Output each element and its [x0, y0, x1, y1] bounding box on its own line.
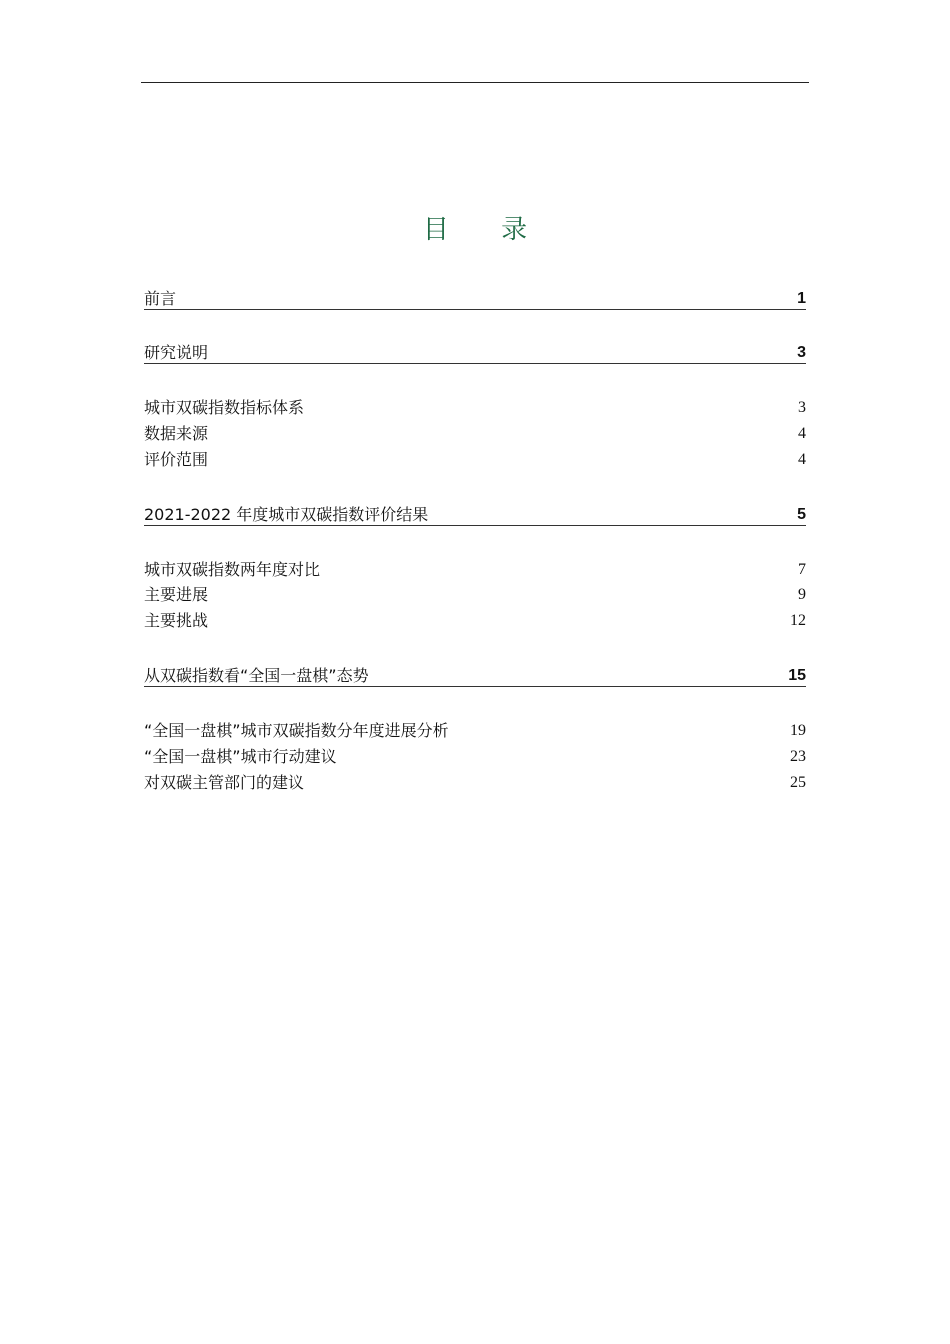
- toc-entry-label: “全国一盘棋”城市行动建议: [144, 747, 337, 766]
- header-rule: [141, 82, 809, 83]
- toc-entry-label: 数据来源: [144, 424, 209, 443]
- toc-entry-page: 7: [798, 561, 806, 578]
- toc-entry-label: 主要进展: [144, 585, 209, 604]
- toc-entry-scope[interactable]: [144, 449, 806, 471]
- toc-entry-year-comparison[interactable]: [144, 559, 806, 581]
- toc-entry-page: 12: [790, 612, 806, 629]
- toc-entry-label: 研究说明: [144, 343, 209, 362]
- toc-entry-label: 城市双碳指数指标体系: [144, 398, 305, 417]
- toc-entry-label: 从双碳指数看“全国一盘棋”态势: [144, 666, 369, 685]
- toc-entry-preface[interactable]: [144, 288, 806, 310]
- toc-entry-national-situation[interactable]: [144, 665, 806, 687]
- toc-entry-label: 主要挑战: [144, 611, 209, 630]
- toc-entry-page: 19: [790, 722, 806, 739]
- toc-entry-results[interactable]: [144, 504, 806, 526]
- toc-entry-city-actions[interactable]: [144, 746, 806, 768]
- toc-entry-page: 23: [790, 748, 806, 765]
- toc-entry-page: 4: [798, 451, 806, 468]
- toc-entry-page: 5: [797, 506, 806, 523]
- toc-entry-page: 4: [798, 425, 806, 442]
- toc-entry-recommendations[interactable]: [144, 772, 806, 794]
- toc-entry-label: 对双碳主管部门的建议: [144, 773, 305, 792]
- toc-entry-progress[interactable]: [144, 584, 806, 606]
- toc-entry-annual-analysis[interactable]: [144, 720, 806, 742]
- toc-entry-label: “全国一盘棋”城市双碳指数分年度进展分析: [144, 721, 449, 740]
- toc-entry-page: 15: [788, 667, 806, 684]
- toc-entry-label: 评价范围: [144, 450, 209, 469]
- toc-entry-research-notes[interactable]: [144, 342, 806, 364]
- toc-entry-label: 前言: [144, 289, 177, 308]
- toc-entry-data-sources[interactable]: [144, 423, 806, 445]
- toc-entry-page: 9: [798, 586, 806, 603]
- page-title: 目 录: [422, 215, 550, 245]
- toc-entry-index-system[interactable]: [144, 397, 806, 419]
- toc-entry-page: 3: [797, 344, 806, 361]
- toc-entry-page: 25: [790, 774, 806, 791]
- toc-entry-challenges[interactable]: [144, 610, 806, 632]
- toc-entry-page: 1: [797, 290, 806, 307]
- toc-entry-page: 3: [798, 399, 806, 416]
- toc-entry-label: 城市双碳指数两年度对比: [144, 560, 321, 579]
- toc-entry-label: 2021-2022 年度城市双碳指数评价结果: [144, 505, 429, 524]
